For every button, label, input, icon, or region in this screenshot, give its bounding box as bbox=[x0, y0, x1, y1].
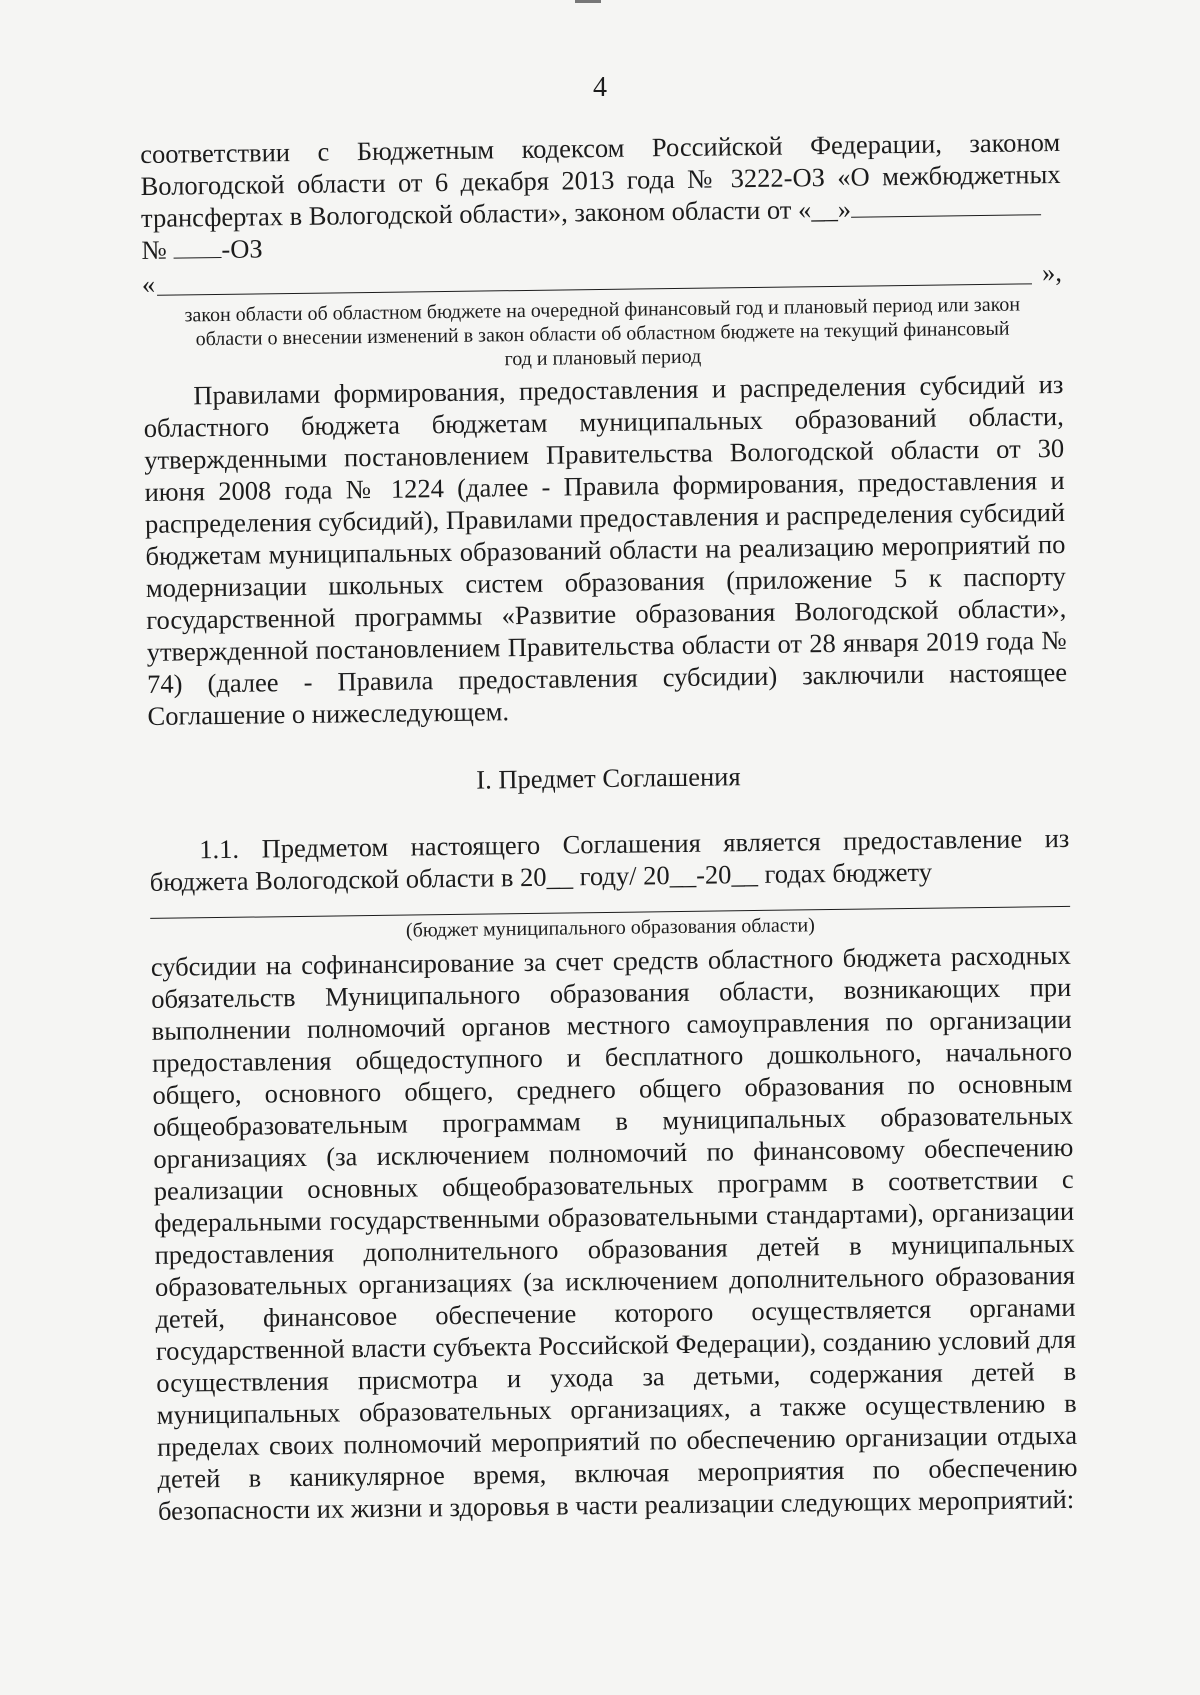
quote-open: « bbox=[141, 268, 156, 299]
paragraph-subject: 1.1. Предметом настоящего Соглашения является предоставление из бюджета Вологодской области в 20__ году/ 20__-20__ годах бюджету bbox=[149, 822, 1070, 897]
law-title-blank bbox=[157, 261, 1032, 295]
law-date-blank bbox=[851, 192, 1041, 217]
scan-artifact-mark bbox=[575, 0, 601, 3]
paragraph-legal-basis bbox=[140, 126, 1062, 266]
law-number-suffix: -ОЗ bbox=[221, 233, 263, 264]
law-title-caption: закон области об областном бюджете на очередной финансовый год и плановый период или закон области о внесении изменений в закон области об областном бюджете на текущий финансовый год и плановый период bbox=[184, 293, 1021, 371]
paragraph-subsidy-purpose: субсидии на софинансирование за счет средств областного бюджета расходных обязательств Муниципального образования области, возникающих при выполнении полномочий органов местного самоуправления по организации предоставления общедоступного и бесплатного дошкольного, начального общего, основного общего, среднего общего образования по основным общеобразовательным программам в муниципальных образовательных организациях (за исключением полномочий по финансовому обеспечению реализации основных общеобразовательных программ в соответствии с федеральными государственными образовательными стандартами), организации предоставления дополнительного образования детей в муниципальных образовательных организациях (за исключением дополнительного образования детей, финансовое обеспечение которого осуществляется органами государственной власти субъекта Российской Федерации), созданию условий для осуществления присмотра и ухода за детьми, содержания детей в муниципальных образовательных организациях, а также осуществлению в пределах своих полномочий мероприятий по обеспечению организации отдыха детей в каникулярное время, включая мероприятия по обеспечению безопасности их жизни и здоровья в части реализации следующих мероприятий: bbox=[150, 939, 1078, 1526]
paragraph-rules: Правилами формирования, предоставления и распределения субсидий из областного бюджета бюджетам муниципальных образований области, утвержденными постановлением Правительства Вологодской области от 30 июня 2008 года № 1224 (далее - Правила формирования, предоставления и распределения субсидий), Правилами предоставления и распределения субсидий бюджетам муниципальных образований области на реализацию мероприятий по модернизации школьных систем образования (приложение 5 к паспорту государственной программы «Развитие образования Вологодской области», утвержденной постановлением Правительства области от 28 января 2019 года № 74) (далее - Правила предоставления субсидии) заключили настоящее Соглашение о нижеследующем. bbox=[143, 368, 1068, 731]
document-body bbox=[140, 126, 1078, 1527]
law-number-prefix: № bbox=[141, 234, 167, 265]
section-title: I. Предмет Соглашения bbox=[476, 761, 741, 795]
law-number-blank bbox=[173, 235, 221, 259]
paragraph-legal-basis-text: соответствии с Бюджетным кодексом Российской Федерации, законом Вологодской области от 6 декабря 2013 года № 3222-ОЗ «О межбюджетных трансфертах в Вологодской области», законом области от «__» bbox=[140, 126, 1061, 233]
page-number: 4 bbox=[593, 72, 607, 103]
quote-close: », bbox=[1041, 256, 1063, 288]
municipal-budget-caption: (бюджет муниципального образования области) bbox=[405, 914, 815, 942]
